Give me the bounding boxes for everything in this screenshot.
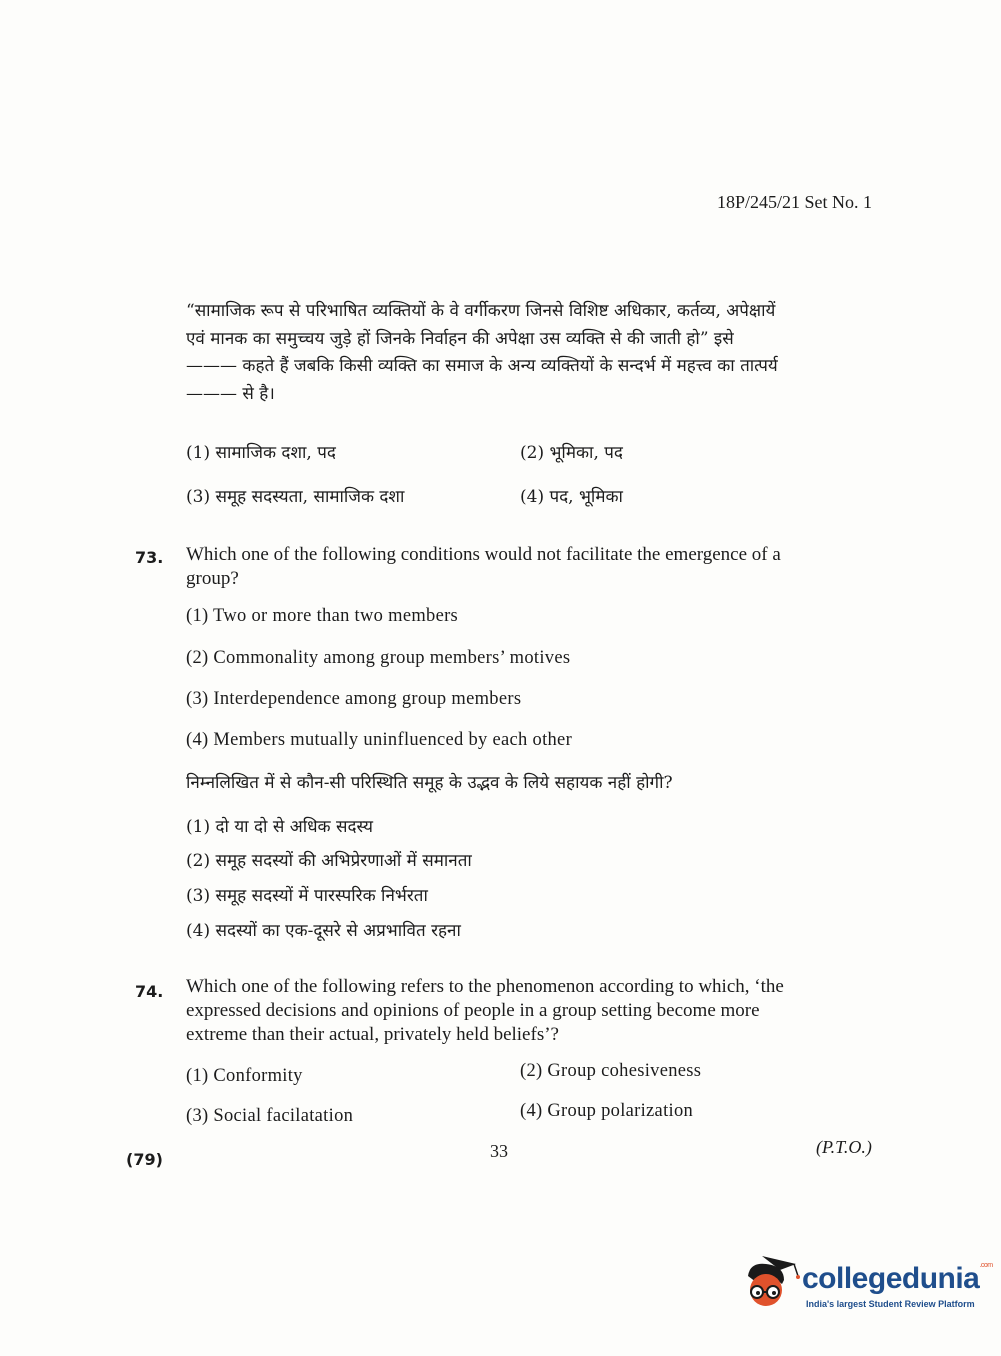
q73-option-4: (4) Members mutually uninfluenced by each other <box>186 730 573 750</box>
pto-label: (P.T.O.) <box>816 1137 872 1157</box>
q73-hindi-option-2: (2) समूह सदस्यों की अभिप्रेरणाओं में समानता <box>186 851 472 871</box>
q73-option-2: (2) Commonality among group members’ motives <box>186 648 571 668</box>
q72-option-4: (4) पद, भूमिका <box>520 487 623 507</box>
page-number: 33 <box>490 1141 508 1161</box>
question-number-74: 74. <box>135 982 164 1001</box>
question-73-text <box>186 543 874 591</box>
question-line: Which one of the following refers to the phenomenon according to which, ‘the <box>186 976 784 997</box>
collegedunia-mascot-icon <box>742 1254 804 1310</box>
hindi-line: ——— कहते हैं जबकि किसी व्यक्ति का समाज के अन्य व्यक्तियों के सन्दर्भ में महत्त्व का तात्पर्य <box>186 356 778 376</box>
q73-option-3: (3) Interdependence among group members <box>186 689 522 709</box>
q72-option-2: (2) भूमिका, पद <box>520 443 623 463</box>
q73-option-1: (1) Two or more than two members <box>186 606 459 626</box>
hindi-line: “सामाजिक रूप से परिभाषित व्यक्तियों के वे वर्गीकरण जिनसे विशिष्ट अधिकार, कर्तव्य, अपेक्षायें <box>186 301 776 321</box>
q74-option-2: (2) Group cohesiveness <box>520 1061 702 1081</box>
collegedunia-logo <box>802 1262 993 1296</box>
booklet-code: (79) <box>126 1150 163 1169</box>
question-74-text <box>186 975 874 1047</box>
question-line: Which one of the following conditions would not facilitate the emergence of a <box>186 544 781 565</box>
q73-hindi-option-4: (4) सदस्यों का एक-दूसरे से अप्रभावित रहना <box>186 921 461 941</box>
q72-option-1: (1) सामाजिक दशा, पद <box>186 443 336 463</box>
question-number-73: 73. <box>135 548 164 567</box>
hindi-line: ——— से है। <box>186 383 275 404</box>
logo-tagline: India's largest Student Review Platform <box>806 1299 975 1309</box>
q73-hindi-option-1: (1) दो या दो से अधिक सदस्य <box>186 817 374 837</box>
hindi-question-72 <box>186 298 874 408</box>
logo-name: collegedunia <box>802 1262 980 1295</box>
paper-code: 18P/245/21 Set No. 1 <box>716 192 872 212</box>
q74-option-1: (1) Conformity <box>186 1066 303 1086</box>
q72-option-3: (3) समूह सदस्यता, सामाजिक दशा <box>186 487 405 507</box>
question-line: group? <box>186 568 239 589</box>
q73-hindi-question: निम्नलिखित में से कौन-सी परिस्थिति समूह के उद्भव के लिये सहायक नहीं होगी? <box>186 773 673 793</box>
hindi-line: एवं मानक का समुच्चय जुड़े हों जिनके निर्वाहन की अपेक्षा उस व्यक्ति से की जाती हो” इसे <box>186 328 734 349</box>
logo-suffix: .com <box>979 1262 993 1269</box>
question-line: extreme than their actual, privately held beliefs’? <box>186 1024 559 1045</box>
q73-hindi-option-3: (3) समूह सदस्यों में पारस्परिक निर्भरता <box>186 886 428 906</box>
q74-option-3: (3) Social facilatation <box>186 1106 354 1126</box>
q74-option-4: (4) Group polarization <box>520 1101 694 1121</box>
question-line: expressed decisions and opinions of people in a group setting become more <box>186 1000 760 1021</box>
